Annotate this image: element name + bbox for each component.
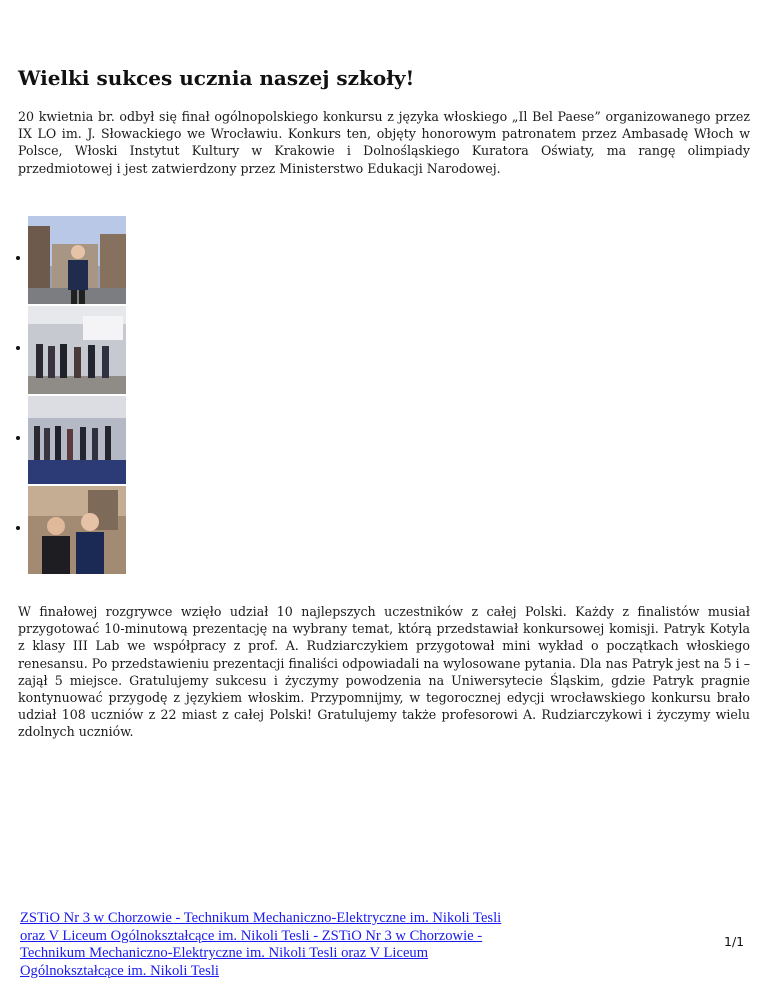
gallery-photo-ceremony[interactable] — [28, 396, 126, 484]
bullet-icon — [16, 436, 20, 440]
gallery-item — [0, 304, 200, 394]
footer-school-link[interactable]: ZSTiO Nr 3 w Chorzowie - Technikum Mechaniczno-Elektryczne im. Nikoli Tesli oraz V Liceum Ogólnokształcące im. Nikoli Tesli - ZSTiO Nr 3 w Chorzowie - Technikum Mechaniczno-Elektryczne im. Nikoli Tesli oraz V Liceum Ogólnokształcące im. Nikoli Tesli — [20, 910, 502, 979]
gallery-item — [0, 484, 200, 574]
bullet-icon — [16, 256, 20, 260]
gallery-item — [0, 214, 200, 304]
gallery-photo-student-outdoors[interactable] — [28, 216, 126, 304]
gallery-photo-finalists-hall[interactable] — [28, 306, 126, 394]
photo-gallery — [0, 214, 200, 574]
gallery-item — [0, 394, 200, 484]
bullet-icon — [16, 526, 20, 530]
gallery-photo-student-with-teacher[interactable] — [28, 486, 126, 574]
intro-paragraph: 20 kwietnia br. odbył się finał ogólnopolskiego konkursu z języka włoskiego „Il Bel Paese” organizowanego przez IX LO im. J. Słowackiego we Wrocławiu. Konkurs ten, objęty honorowym patronatem przez Ambasadę Włoch w Polsce, Włoski Instytut Kultury w Krakowie i Dolnośląskiego Kuratora Oświaty, ma rangę olimpiady przedmiotowej i jest zatwierdzony przez Ministerstwo Edukacji Narodowej. — [18, 109, 750, 176]
bullet-icon — [16, 346, 20, 350]
body-paragraph: W finałowej rozgrywce wzięło udział 10 najlepszych uczestników z całej Polski. Każdy z finalistów musiał przygotować 10-minutową prezentację na wybrany temat, którą przedstawiał konkursowej komisji. Patryk Kotyla z klasy III Lab we współpracy z prof. A. Rudziarczykiem przygotował mini wykład o początkach włoskiego renesansu. Po przedstawieniu prezentacji finaliści odpowiadali na wylosowane pytania. Dla nas Patryk jest na 5 i – zajął 5 miejsce. Gratulujemy sukcesu i życzymy powodzenia na Uniwersytecie Śląskim, gdzie Patryk pragnie kontynuować przygodę z językiem włoskim. Przypomnijmy, w tegorocznej edycji wrocławskiego konkursu brało udział 108 uczniów z 22 miast z całej Polski! Gratulujemy także profesorowi A. Rudziarczykowi i życzymy wielu zdolnych uczniów. — [18, 604, 750, 740]
page-number: 1/1 — [724, 934, 745, 949]
article-title: Wielki sukces ucznia naszej szkoły! — [18, 66, 415, 90]
